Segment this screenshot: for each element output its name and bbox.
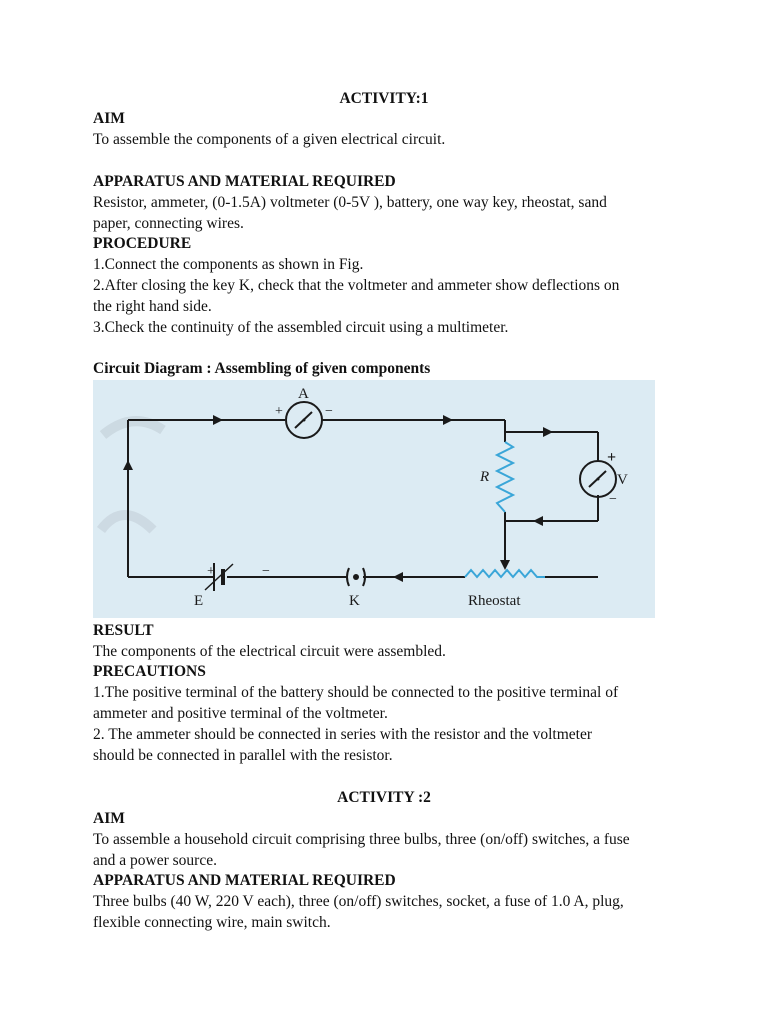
voltmeter-label: V — [617, 472, 628, 488]
precaution-line: should be connected in parallel with the resistor. — [93, 747, 393, 764]
activity1-aim-heading: AIM — [93, 110, 125, 127]
ammeter-minus-label: − — [325, 404, 333, 419]
procedure-step: 1.Connect the components as shown in Fig. — [93, 256, 364, 273]
diagram-caption: Circuit Diagram : Assembling of given components — [93, 360, 431, 377]
voltmeter-plus-label: + — [607, 449, 617, 466]
activity1-title: ACTIVITY:1 — [339, 90, 429, 107]
activity2-apparatus-heading: APPARATUS AND MATERIAL REQUIRED — [93, 872, 396, 889]
activity2-title: ACTIVITY :2 — [337, 789, 431, 806]
activity1-apparatus-line: Resistor, ammeter, (0-1.5A) voltmeter (0-5V ), battery, one way key, rheostat, sand — [93, 194, 607, 211]
activity2-aim-heading: AIM — [93, 810, 125, 827]
result-heading: RESULT — [93, 622, 154, 639]
ammeter-label: A — [298, 386, 309, 402]
circuit-diagram — [93, 380, 655, 618]
activity2-apparatus-line: Three bulbs (40 W, 220 V each), three (on/off) switches, socket, a fuse of 1.0 A, plug, — [93, 893, 624, 910]
procedure-step: 2.After closing the key K, check that the voltmeter and ammeter show deflections on — [93, 277, 620, 294]
activity1-aim-text: To assemble the components of a given electrical circuit. — [93, 131, 446, 148]
precaution-line: 2. The ammeter should be connected in series with the resistor and the voltmeter — [93, 726, 593, 743]
activity1-apparatus-line: paper, connecting wires. — [93, 215, 244, 232]
activity1-procedure-heading: PROCEDURE — [93, 235, 192, 252]
precautions-heading: PRECAUTIONS — [93, 663, 206, 680]
precaution-line: ammeter and positive terminal of the voltmeter. — [93, 705, 388, 722]
procedure-step: 3.Check the continuity of the assembled circuit using a multimeter. — [93, 319, 509, 336]
result-text: The components of the electrical circuit were assembled. — [93, 643, 446, 660]
battery-plus-label: + — [207, 564, 215, 579]
procedure-step: the right hand side. — [93, 298, 212, 315]
key-label: K — [349, 593, 360, 609]
activity1-apparatus-heading: APPARATUS AND MATERIAL REQUIRED — [93, 173, 396, 190]
activity2-apparatus-line: flexible connecting wire, main switch. — [93, 914, 331, 931]
battery-label: E — [194, 593, 204, 609]
voltmeter-minus-label: − — [609, 492, 617, 507]
ammeter-plus-label: + — [275, 404, 283, 419]
activity2-aim-line: To assemble a household circuit comprising three bulbs, three (on/off) switches, a fuse — [93, 831, 630, 848]
rheostat-label: Rheostat — [468, 593, 521, 609]
precaution-line: 1.The positive terminal of the battery should be connected to the positive terminal of — [93, 684, 619, 701]
resistor-label: R — [480, 469, 490, 485]
battery-minus-label: − — [262, 564, 270, 579]
activity2-aim-line: and a power source. — [93, 852, 217, 869]
